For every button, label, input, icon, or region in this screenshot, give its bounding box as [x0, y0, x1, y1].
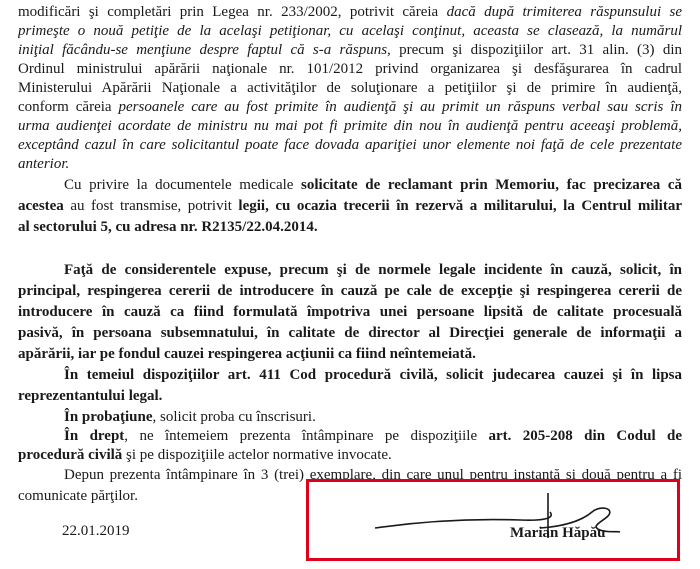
text-segment: procedură civilă — [18, 447, 123, 463]
text-segment: acestea — [18, 198, 64, 214]
text-segment: exceptând cazul în care solicitantul poate face dovada apariţiei unor elemente noi faţă de cele prezentate — [18, 137, 682, 153]
text-line — [18, 22, 682, 41]
text-segment: solicitate de reclamant prin Memoriu, fac precizarea că — [301, 177, 682, 193]
text-line — [18, 345, 682, 364]
text-segment: conform căreia — [18, 99, 119, 115]
text-segment: persoanele care au fost primite în audienţă şi au primit un răspuns verbal sau scris în — [118, 99, 682, 115]
text-segment: , solicit proba cu înscrisuri. — [152, 409, 316, 425]
text-segment: Depun prezenta întâmpinare în 3 (trei) exemplare, din care unul pentru instanţă şi două pentru a fi — [64, 467, 682, 483]
signer-name: Marian Hăpău — [510, 525, 606, 541]
text-segment: al sectorului 5, cu adresa nr. R2135/22.04.2014. — [18, 219, 318, 235]
text-segment: În drept — [64, 428, 125, 444]
text-segment: şi pe dispoziţiile actelor normative invocate. — [122, 447, 392, 463]
text-line — [18, 387, 682, 406]
text-line — [18, 98, 682, 117]
text-segment: urma audienţei acordate de ministru nu mai pot fi primite din nou în audienţă pentru aceeaşi problemă, — [18, 118, 682, 134]
text-segment: iniţial făcându-se menţiune despre faptul că s-a răspuns — [18, 42, 388, 58]
text-segment: principal, respingerea cererii de introducere în cauză pe cale de excepţie şi respingerea cererii de — [18, 283, 682, 299]
text-segment: Faţă de considerentele expuse, precum şi de normele legale incidente în cauză, solicit, în — [64, 262, 682, 278]
text-segment: dacă după trimiterea răspunsului se — [446, 4, 682, 20]
text-line — [18, 282, 682, 301]
text-segment: Ministerului Apărării Naţionale a activităţilor de soluţionare a petiţiilor şi de primire în audienţă, — [18, 80, 682, 96]
text-line — [18, 136, 682, 155]
text-segment: , ne întemeiem prezenta întâmpinare pe dispoziţiile — [124, 428, 489, 444]
text-segment: modificări şi completări prin Legea nr. 233/2002, potrivit căreia — [18, 4, 447, 20]
text-segment: Cu privire la documentele medicale — [64, 177, 302, 193]
text-segment: art. 205-208 din Codul de — [488, 428, 682, 444]
text-line — [64, 427, 682, 446]
text-segment: În temeiul dispoziţiilor art. 411 Cod procedură civilă, solicit judecarea cauzei şi în lipsa — [64, 367, 682, 383]
text-line — [18, 79, 682, 98]
text-segment: primeşte o nouă petiţie de la acelaşi petiţionar, cu acelaşi conţinut, aceasta se clasează, la numărul — [18, 23, 682, 39]
text-line — [18, 60, 682, 79]
text-line — [18, 3, 682, 22]
text-segment: apărării, iar pe fondul cauzei respingerea acţiunii ca fiind neîntemeiată. — [18, 346, 476, 362]
text-segment: anterior. — [18, 156, 70, 172]
text-line — [18, 446, 682, 465]
text-segment: pasivă, în persoana subsemnatului, în calitate de director al Direcţiei generale de informaţii a — [18, 325, 682, 341]
text-segment: , precum şi dispoziţiilor art. 31 alin. (3) din — [387, 42, 682, 58]
text-line — [18, 303, 682, 322]
text-segment: Ordinul ministrului apărării naţionale nr. 101/2012 privind organizarea şi desfăşurarea în cadrul — [18, 61, 682, 77]
text-line — [64, 261, 682, 280]
text-line — [18, 117, 682, 136]
text-line — [64, 408, 682, 427]
text-line — [64, 176, 682, 195]
text-segment: introducere în cauză ca fiind formulată împotriva unei persoane lipsită de calitate procesuală — [18, 304, 682, 320]
text-segment: reprezentantului legal. — [18, 388, 163, 404]
text-line — [18, 197, 682, 216]
text-line — [18, 324, 682, 343]
text-segment: comunicate părţilor. — [18, 488, 138, 504]
text-line — [18, 218, 682, 237]
text-line — [18, 155, 682, 174]
text-line — [64, 366, 682, 385]
text-segment: În probaţiune — [64, 409, 153, 425]
document-date: 22.01.2019 — [62, 523, 130, 539]
text-segment: au fost transmise, potrivit — [63, 198, 239, 214]
text-line — [18, 41, 682, 60]
text-segment: legii, cu ocazia trecerii în rezervă a militarului, la Centrul militar — [238, 198, 682, 214]
